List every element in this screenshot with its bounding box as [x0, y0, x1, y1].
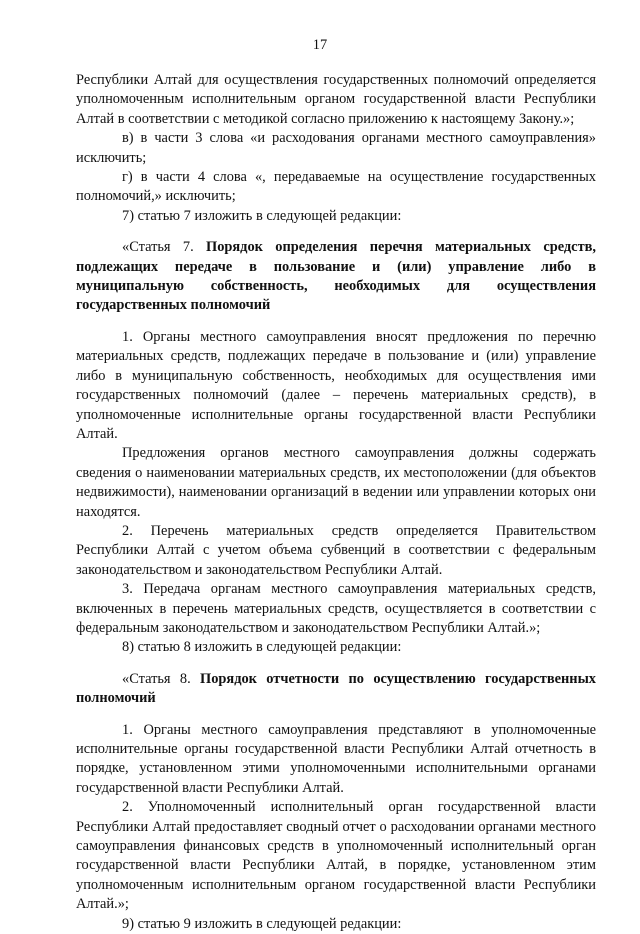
paragraph: 1. Органы местного самоуправления представляют в уполномоченные исполнительные органы государственной власти Республики Алтай отчетность в порядке, установленном этими уполномоченными исполнительными органами государственной власти Республики Алтай.	[76, 721, 596, 796]
paragraph: 1. Органы местного самоуправления вносят предложения по перечню материальных средств, подлежащих передаче в пользование и (или) управление либо в муниципальную собственность, необходимых для осуществления ими государственных полномочий (далее – перечень материальных средств), в уполномоченные исполнительные органы государственной власти Республики Алтай.	[76, 328, 596, 442]
article-7-heading	[76, 238, 596, 316]
paragraph: 2. Уполномоченный исполнительный орган государственной власти Республики Алтай предоставляет сводный отчет о расходовании органами местного самоуправления финансовых средств в уполномоченный исполнительный орган государственной власти Республики Алтай, в порядке, установленном этим уполномоченным исполнительным органом государственной власти Республики Алтай.»;	[76, 799, 596, 913]
paragraph: Республики Алтай для осуществления государственных полномочий определяется уполномоченным исполнительным органом государственной власти Республики Алтай в соответствии с методикой согласно приложению к настоящему Закону.»;	[76, 72, 596, 127]
page-number: 17	[312, 37, 328, 53]
paragraph: в) в части 3 слова «и расходования органами местного самоуправления» исключить;	[76, 130, 596, 166]
article-7-title: Порядок определения перечня материальных средств, подлежащих передаче в пользование и (или) управление либо в муниципальную собственность, необходимых для осуществления государственных полномочий	[76, 239, 597, 314]
article-8-heading	[76, 670, 596, 709]
paragraph: Предложения органов местного самоуправления должны содержать сведения о наименовании материальных средств, их местоположении (для объектов недвижимости), наименовании организаций в ведении или управлении которых они находятся.	[76, 445, 596, 520]
paragraph: 8) статью 8 изложить в следующей редакции:	[122, 639, 402, 656]
paragraph: 2. Перечень материальных средств определяется Правительством Республики Алтай с учетом объема субвенций в соответствии с федеральным законодательством и законодательством Республики Алтай.	[76, 522, 596, 578]
paragraph: 3. Передача органам местного самоуправления материальных средств, включенных в перечень материальных средств, осуществляется в соответствии с федеральным законодательством и законодательством Республики Алтай.»;	[76, 581, 596, 636]
article-8-prefix: «Статья 8.	[122, 670, 201, 687]
document-body	[76, 71, 596, 934]
paragraph: 7) статью 7 изложить в следующей редакции:	[122, 207, 402, 224]
paragraph: г) в части 4 слова «, передаваемые на осуществление государственных полномочий,» исключить;	[76, 169, 596, 205]
paragraph: 9) статью 9 изложить в следующей редакции:	[122, 915, 402, 932]
article-7-prefix: «Статья 7.	[122, 239, 206, 256]
article-8-title: Порядок отчетности по осуществлению государственных полномочий	[76, 670, 596, 707]
